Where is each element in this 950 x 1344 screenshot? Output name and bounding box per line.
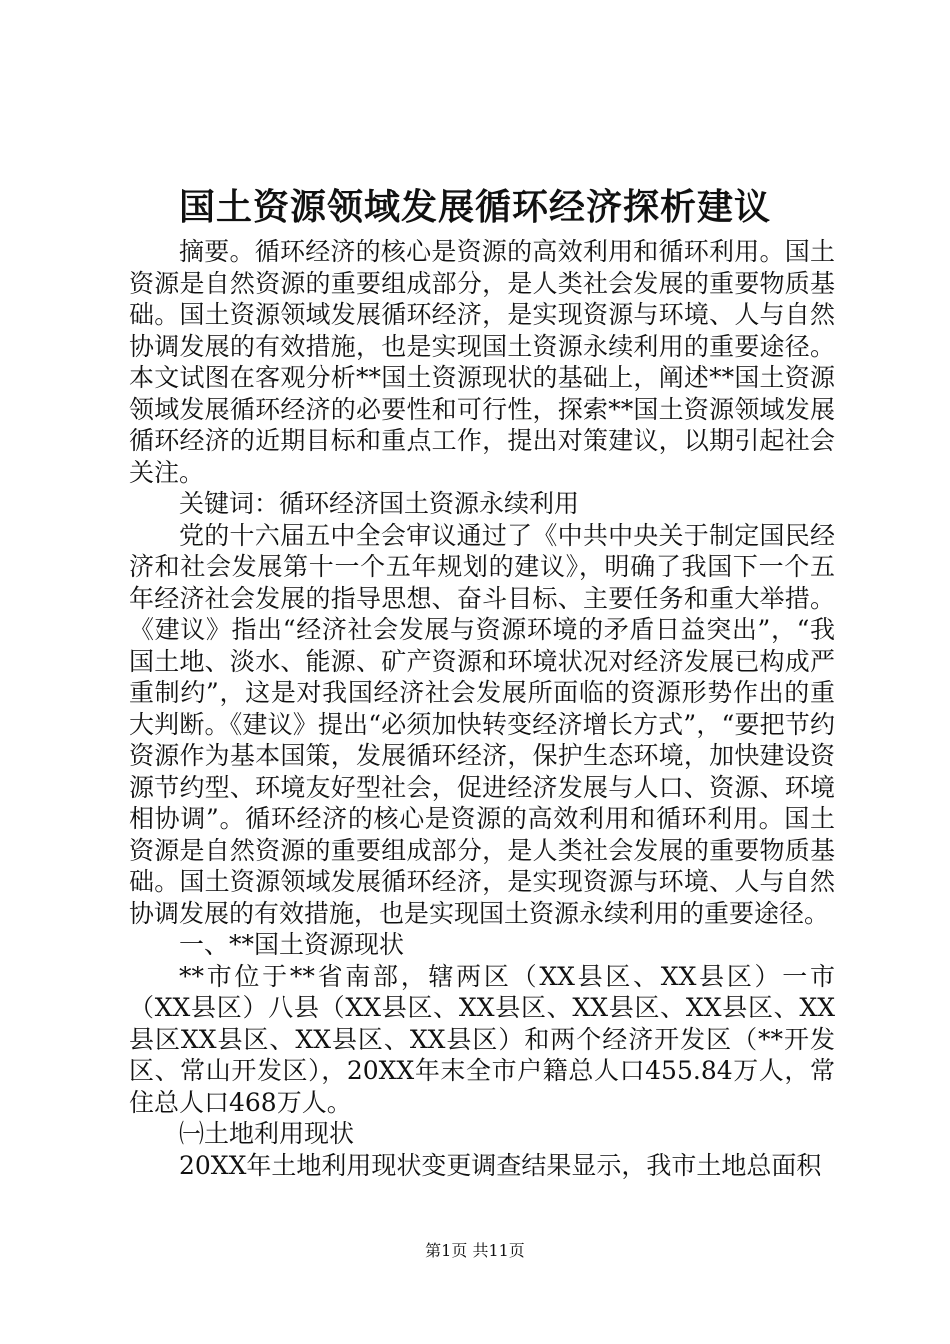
intro-paragraph: 党的十六届五中全会审议通过了《中共中央关于制定国民经济和社会发展第十一个五年规划的建议》，明确了我国下一个五年经济社会发展的指导思想、奋斗目标、主要任务和重大举措。《建议》指出“经济社会发展与资源环境的矛盾日益突出”，“我国土地、淡水、能源、矿产资源和环境状况对经济发展已构成严重制约”，这是对我国经济社会发展所面临的资源形势作出的重大判断。《建议》提出“必须加快转变经济增长方式”，“要把节约资源作为基本国策，发展循环经济，保护生态环境，加快建设资源节约型、环境友好型社会，促进经济发展与人口、资源、环境相协调”。循环经济的核心是资源的高效利用和循环利用。国土资源是自然资源的重要组成部分，是人类社会发展的重要物质基础。国土资源领域发展循环经济，是实现资源与环境、人与自然协调发展的有效措施，也是实现国土资源永续利用的重要途径。: [129, 520, 835, 928]
keywords-paragraph: 关键词：循环经济国土资源永续利用: [179, 489, 580, 518]
document-body: [129, 236, 835, 1181]
land-use-paragraph: 20XX年土地利用现状变更调查结果显示，我市土地总面积: [179, 1150, 822, 1180]
section-heading-1: 一、**国土资源现状: [179, 930, 405, 959]
city-overview-paragraph: **市位于**省南部，辖两区（XX县区、XX县区）一市（XX县区）八县（XX县区、XX县区、XX县区、XX县区、XX县区XX县区、XX县区、XX县区）和两个经济开发区（**开发区、常山开发区），20XX年末全市户籍总人口455.84万人，常住总人口468万人。: [129, 961, 835, 1117]
document-title: 国土资源领域发展循环经济探析建议: [178, 186, 771, 228]
page-number-footer: 第1页 共11页: [425, 1241, 525, 1260]
subsection-heading-land-use: ㈠土地利用现状: [179, 1119, 355, 1148]
abstract-paragraph: 摘要。循环经济的核心是资源的高效利用和循环利用。国土资源是自然资源的重要组成部分，是人类社会发展的重要物质基础。国土资源领域发展循环经济，是实现资源与环境、人与自然协调发展的有效措施，也是实现国土资源永续利用的重要途径。本文试图在客观分析**国土资源现状的基础上，阐述**国土资源领域发展循环经济的必要性和可行性，探索**国土资源领域发展循环经济的近期目标和重点工作，提出对策建议，以期引起社会关注。: [129, 237, 835, 487]
